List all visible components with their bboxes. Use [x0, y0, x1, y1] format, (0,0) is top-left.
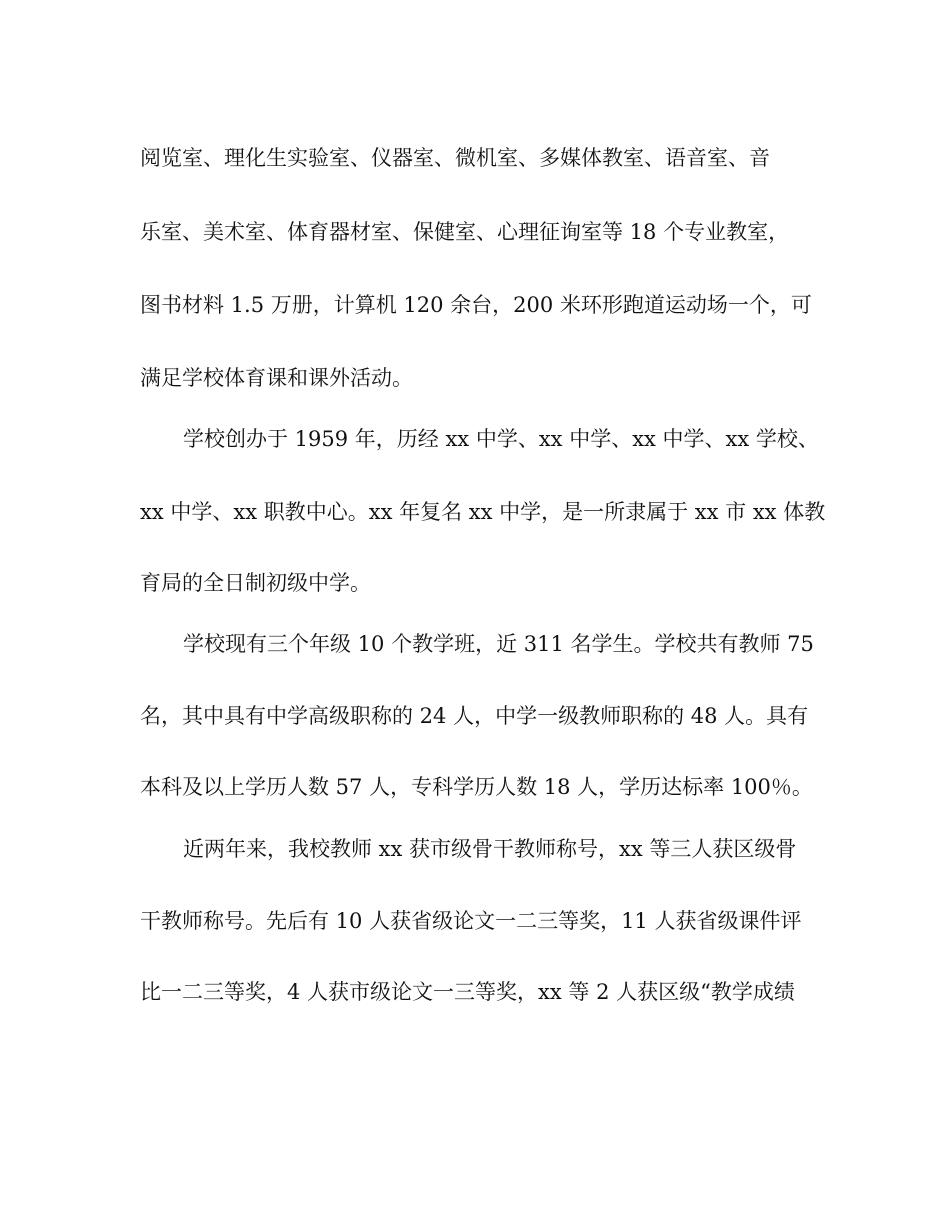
text-line: 育局的全日制初级中学。	[140, 571, 371, 595]
text-line: 图书材料 1.5 万册，计算机 120 余台，200 米环形跑道运动场一个，可	[140, 293, 812, 317]
text-line: xx 中学、xx 职教中心。xx 年复名 xx 中学，是一所隶属于 xx 市 xx 体教	[140, 500, 826, 524]
paragraph-first-line: 近两年来，我校教师 xx 获市级骨干教师称号，xx 等三人获区级骨	[183, 837, 797, 861]
text-line: 满足学校体育课和课外活动。	[140, 366, 413, 390]
text-line: 阅览室、理化生实验室、仪器室、微机室、多媒体教室、语音室、音	[140, 146, 770, 170]
paragraph-first-line: 学校现有三个年级 10 个教学班，近 311 名学生。学校共有教师 75	[183, 632, 814, 656]
text-line: 干教师称号。先后有 10 人获省级论文一二三等奖，11 人获省级课件评	[140, 909, 802, 933]
paragraph-first-line: 学校创办于 1959 年，历经 xx 中学、xx 中学、xx 中学、xx 学校、	[183, 427, 819, 451]
text-line: 名，其中具有中学高级职称的 24 人，中学一级教师职称的 48 人。具有	[140, 704, 809, 728]
text-line: 比一二三等奖，4 人获市级论文一三等奖，xx 等 2 人获区级“教学成绩	[140, 980, 795, 1004]
text-line: 本科及以上学历人数 57 人，专科学历人数 18 人，学历达标率 100％。	[140, 775, 813, 799]
text-line: 乐室、美术室、体育器材室、保健室、心理征询室等 18 个专业教室，	[140, 220, 790, 244]
